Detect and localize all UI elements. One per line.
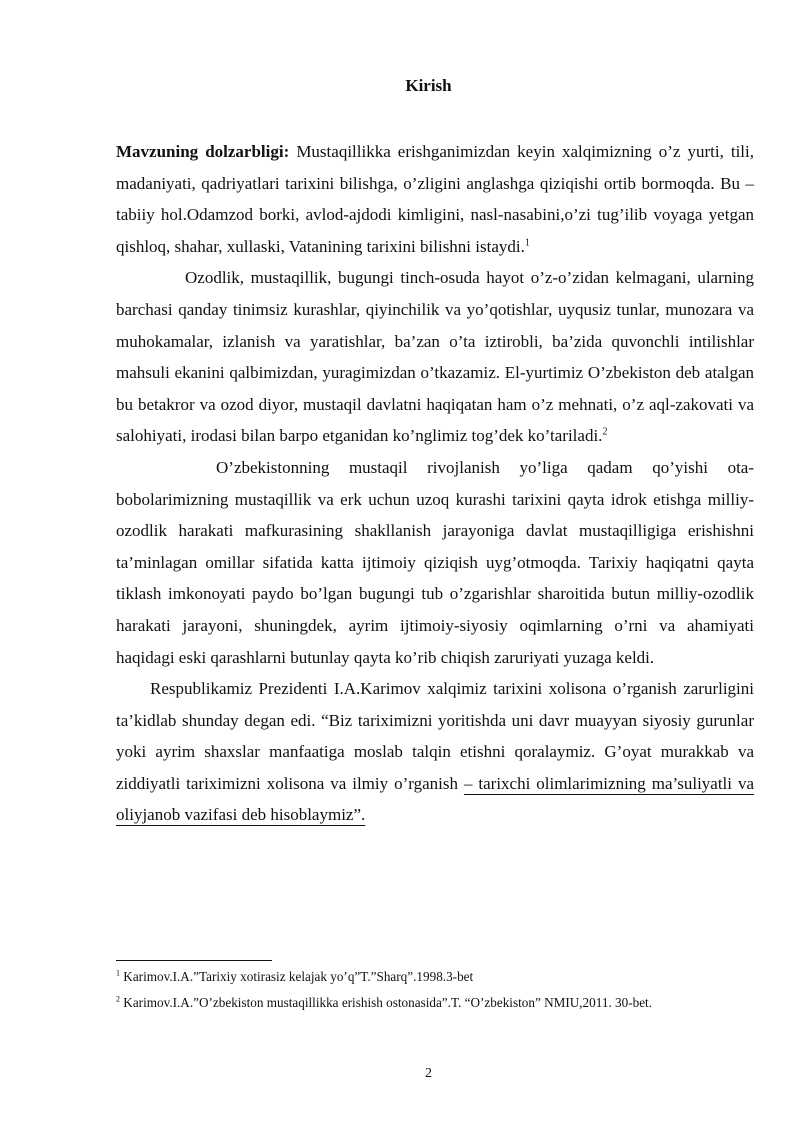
paragraph-4-text: Respublikamiz Prezidenti I.A.Karimov xalqimiz tarixini xolisona o’rganish zarurligini ta’kidlab shunday degan edi. “Biz tariximizni yoritishda uni davr muayyan siyosiy gurunlar yoki ayrim shaxslar manfaatiga moslab talqin etishni qoralaymiz. G’oyat murakkab va ziddiyatli tariximizni xolisona va ilmiy o’rganish xyxy=(116,679,754,793)
paragraph-3: O’zbekistonning mustaqil rivojlanish yo’liga qadam qo’yishi ota-bobolarimizning mustaqillik va erk uchun uzoq kurashi tarixini qayta idrok etishga milliy-ozodlik harakati mafkurasining shakllanish jarayoniga davlat mustaqilligiga erishishni ta’minlagan omillar sifatida katta ijtimoiy qiziqish uyg’otmoqda. Tarixiy haqiqatni qayta tiklash imkonoyati paydo bo’lgan bugungi tub o’zgarishlar sharoitida butun milliy-ozodlik harakati jarayoni, shuningdek, ayrim ijtimoiy-siyosiy oqimlarning o’rni va ahamiyati haqidagi eski qarashlarni butunlay qayta ko’rib chiqish zaruriyati yuzaga keldi. xyxy=(116,457,754,667)
footnote-2 xyxy=(116,990,754,1016)
footnote-text: Karimov.I.A.”O’zbekiston mustaqillikka erishish ostonasida”.T. “O’zbekiston” NMIU,2011. 30-bet. xyxy=(120,995,653,1010)
paragraph-4 xyxy=(116,673,754,831)
footnote-ref-2: 2 xyxy=(602,426,608,438)
paragraph-1-text: Mustaqillikka erishganimizdan keyin xalqimizning o’z yurti, tili, madaniyati, qadriyatlari tarixini bilishga, o’zligini anglashga qiziqishi ortib bormoqda. Bu – tabiiy hol.Odamzod borki, avlod-ajdodi kimligini, nasl-nasabini,o’zi tug’ilib voyaga yetgan qishloq, shahar, xullaski, Vatanining tarixini bilishni istaydi. xyxy=(116,142,754,256)
page-title: Kirish xyxy=(405,76,452,95)
paragraph-1-lead: Mavzuning dolzarbligi: xyxy=(116,142,290,161)
paragraph-4-last-line: – tarixchi olimlarimizning ma’suliyatli va oliyjanob vazifasi deb hisoblaymiz”. xyxy=(116,773,754,825)
body-text xyxy=(116,136,754,831)
footnote-number: 1 xyxy=(116,968,120,978)
footnotes xyxy=(116,964,754,1016)
footnote-1 xyxy=(116,964,754,990)
page-number: 2 xyxy=(425,1066,432,1081)
footnote-ref-1: 1 xyxy=(524,237,530,249)
footnote-text: Karimov.I.A.”Tarixiy xotirasiz kelajak yo’q”T.”Sharq”.1998.3-bet xyxy=(120,969,474,984)
footnote-separator xyxy=(116,960,272,961)
footnote-number: 2 xyxy=(116,994,120,1004)
paragraph-1 xyxy=(116,136,754,262)
paragraph-2-text: Ozodlik, mustaqillik, bugungi tinch-osuda hayot o’z-o’zidan kelmagani, ularning barchasi qanday tinimsiz kurashlar, qiyinchilik va yo’qotishlar, uyqusiz tunlar, munozara va muhokamalar, izlanish va yaratishlar, ba’zan o’ta iztirobli, ba’zida quvonchli intilishlar mahsuli ekanini qalbimizdan, yuragimizdan o’tkazamiz. El-yurtimiz O’zbekiston deb atalgan bu betakror va ozod diyor, mustaqil davlatni haqiqatan ham o’z mehnati, o’z aql-zakovati va salohiyati, irodasi bilan barpo etganidan ko’nglimiz tog’dek ko’tariladi. xyxy=(116,268,754,446)
paragraph-2 xyxy=(116,262,754,452)
